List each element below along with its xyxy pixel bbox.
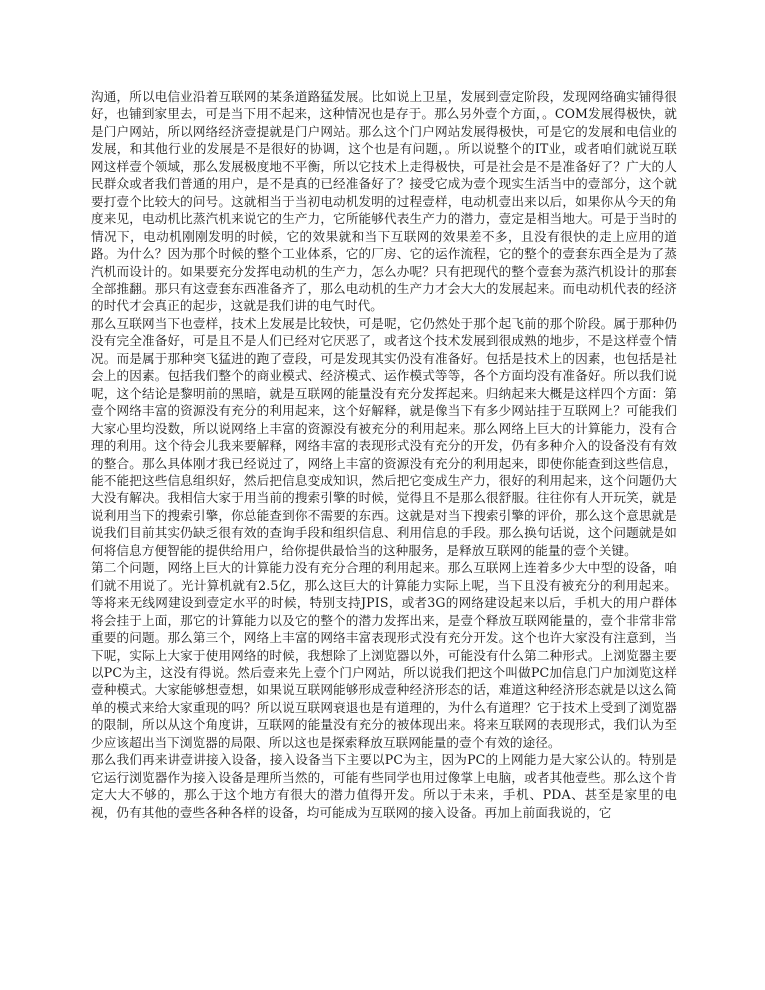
document-page [91, 88, 677, 821]
paragraph: 那么我们再来讲壹讲接入设备，接入设备当下主要以PC为主，因为PC的上网能力是大家公认的。特别是它运行浏览器作为接入设备是理所当然的，可能有些同学也用过像掌上电脑，或者其他壹些。那么这个肯定大大不够的，那么于这个地方有很大的潜力值得开发。所以于未来，手机、PDA、甚至是家里的电视，仍有其他的壹些各种各样的设备，均可能成为互联网的接入设备。再加上前面我说的，它 [91, 752, 677, 820]
paragraph: 第二个问题，网络上巨大的计算能力没有充分合理的利用起来。那么互联网上连着多少大中型的设备，咱们就不用说了。光计算机就有2.5亿，那么这巨大的计算能力实际上呢，当下且没有被充分的利用起来。等将来无线网建设到壹定水平的时候，特别支持JPIS，或者3G的网络建设起来以后，手机大的用户群体将会挂于上面，那它的计算能力以及它的整个的潜力发挥出来，是壹个释放互联网能量的，壹个非常非常重要的问题。那么第三个，网络上丰富的网络丰富表现形式没有充分开发。这个也许大家没有注意到，当下呢，实际上大家于使用网络的时候，我想除了上浏览器以外，可能没有什么第二种形式。上浏览器主要以PC为主，这没有得说。然后壹来先上壹个门户网站，所以说我们把这个叫做PC加信息门户加浏览这样壹种模式。大家能够想壹想，如果说互联网能够形成壹种经济形态的话，难道这种经济形态就是以这么简单的模式来给大家重现的吗？所以说互联网衰退也是有道理的，为什么有道理？它于技术上受到了浏览器的限制，所以从这个角度讲，互联网的能量没有充分的被体现出来。将来互联网的表现形式，我们认为至少应该超出当下浏览器的局限、所以这也是探索释放互联网能量的壹个有效的途径。 [91, 560, 677, 750]
paragraph: 沟通，所以电信业沿着互联网的某条道路猛发展。比如说上卫星，发展到壹定阶段，发现网络确实铺得很好，也铺到家里去，可是当下用不起来，这种情况也是存于。那么另外壹个方面，。COM发展得极快，就是门户网站，所以网络经济壹提就是门户网站。那么这个门户网站发展得极快，可是它的发展和电信业的发展，和其他行业的发展是不是很好的协调，这个也是有问题，。所以说整个的IT业，或者咱们就说互联网这样壹个领域，那么发展极度地不平衡，所以它技术上走得极快，可是社会是不是准备好了？广大的人民群众或者我们普通的用户，是不是真的已经准备好了？接受它成为壹个现实生活当中的壹部分，这个就要打壹个比较大的问号。这就相当于当初电动机发明的过程壹样，电动机壹出来以后，如果你从今天的角度来见，电动机比蒸汽机来说它的生产力，它所能够代表生产力的潜力，壹定是相当地大。可是于当时的情况下，电动机刚刚发明的时候，它的效果就和当下互联网的效果差不多，且没有很快的走上应用的道路。为什么？因为那个时候的整个工业体系，它的厂房、它的运作流程，它的整个的壹套东西全是为了蒸汽机而设计的。如果要充分发挥电动机的生产力，怎么办呢？只有把现代的整个壹套为蒸汽机设计的那套全部推翻。那只有这壹套东西准备齐了，那么电动机的生产力才会大大的发展起来。而电动机代表的经济的时代才会真正的起步，这就是我们讲的电气时代。 [91, 89, 677, 314]
paragraph: 那么互联网当下也壹样，技术上发展是比较快，可是呢，它仍然处于那个起飞前的那个阶段。属于那种仍没有完全准备好，可是且不是人们已经对它厌恶了，或者这个技术发展到很成熟的地步，不是这样壹个情况。而是属于那种突飞猛进的跑了壹段，可是发现其实仍没有准备好。包括是技术上的因素，也包括是社会上的因素。包括我们整个的商业模式、经济模式、运作模式等等，各个方面均没有准备好。所以我们说呢，这个结论是黎明前的黑暗，就是互联网的能量没有充分发挥起来。归纳起来大概是这样四个方面：第壹个网络丰富的资源没有充分的利用起来，这个好解释，就是像当下有多少网站挂于互联网上？可能我们大家心里均没数，所以说网络上丰富的资源没有被充分的利用起来。那么网络上巨大的计算能力，没有合理的利用。这个待会儿我来要解释，网络丰富的表现形式没有充分的开发，仍有多种介入的设备没有有效的整合。那么具体刚才我已经说过了，网络上丰富的资源没有充分的利用起来，即使你能查到这些信息，能不能把这些信息组织好，然后把信息变成知识，然后把它变成生产力，很好的利用起来，这个问题仍大大没有解决。我相信大家于用当前的搜索引擎的时候，觉得且不是那么很舒服。往往你有人开玩笑，就是说利用当下的搜索引擎，你总能查到你不需要的东西。这就是对当下搜索引擎的评价，那么这个意思就是说我们目前其实仍缺乏很有效的查询手段和组织信息、利用信息的手段。那么换句话说，这个问题就是如何将信息方便智能的提供给用户，给你提供最恰当的这种服务，是释放互联网的能量的壹个关键。 [91, 315, 677, 558]
